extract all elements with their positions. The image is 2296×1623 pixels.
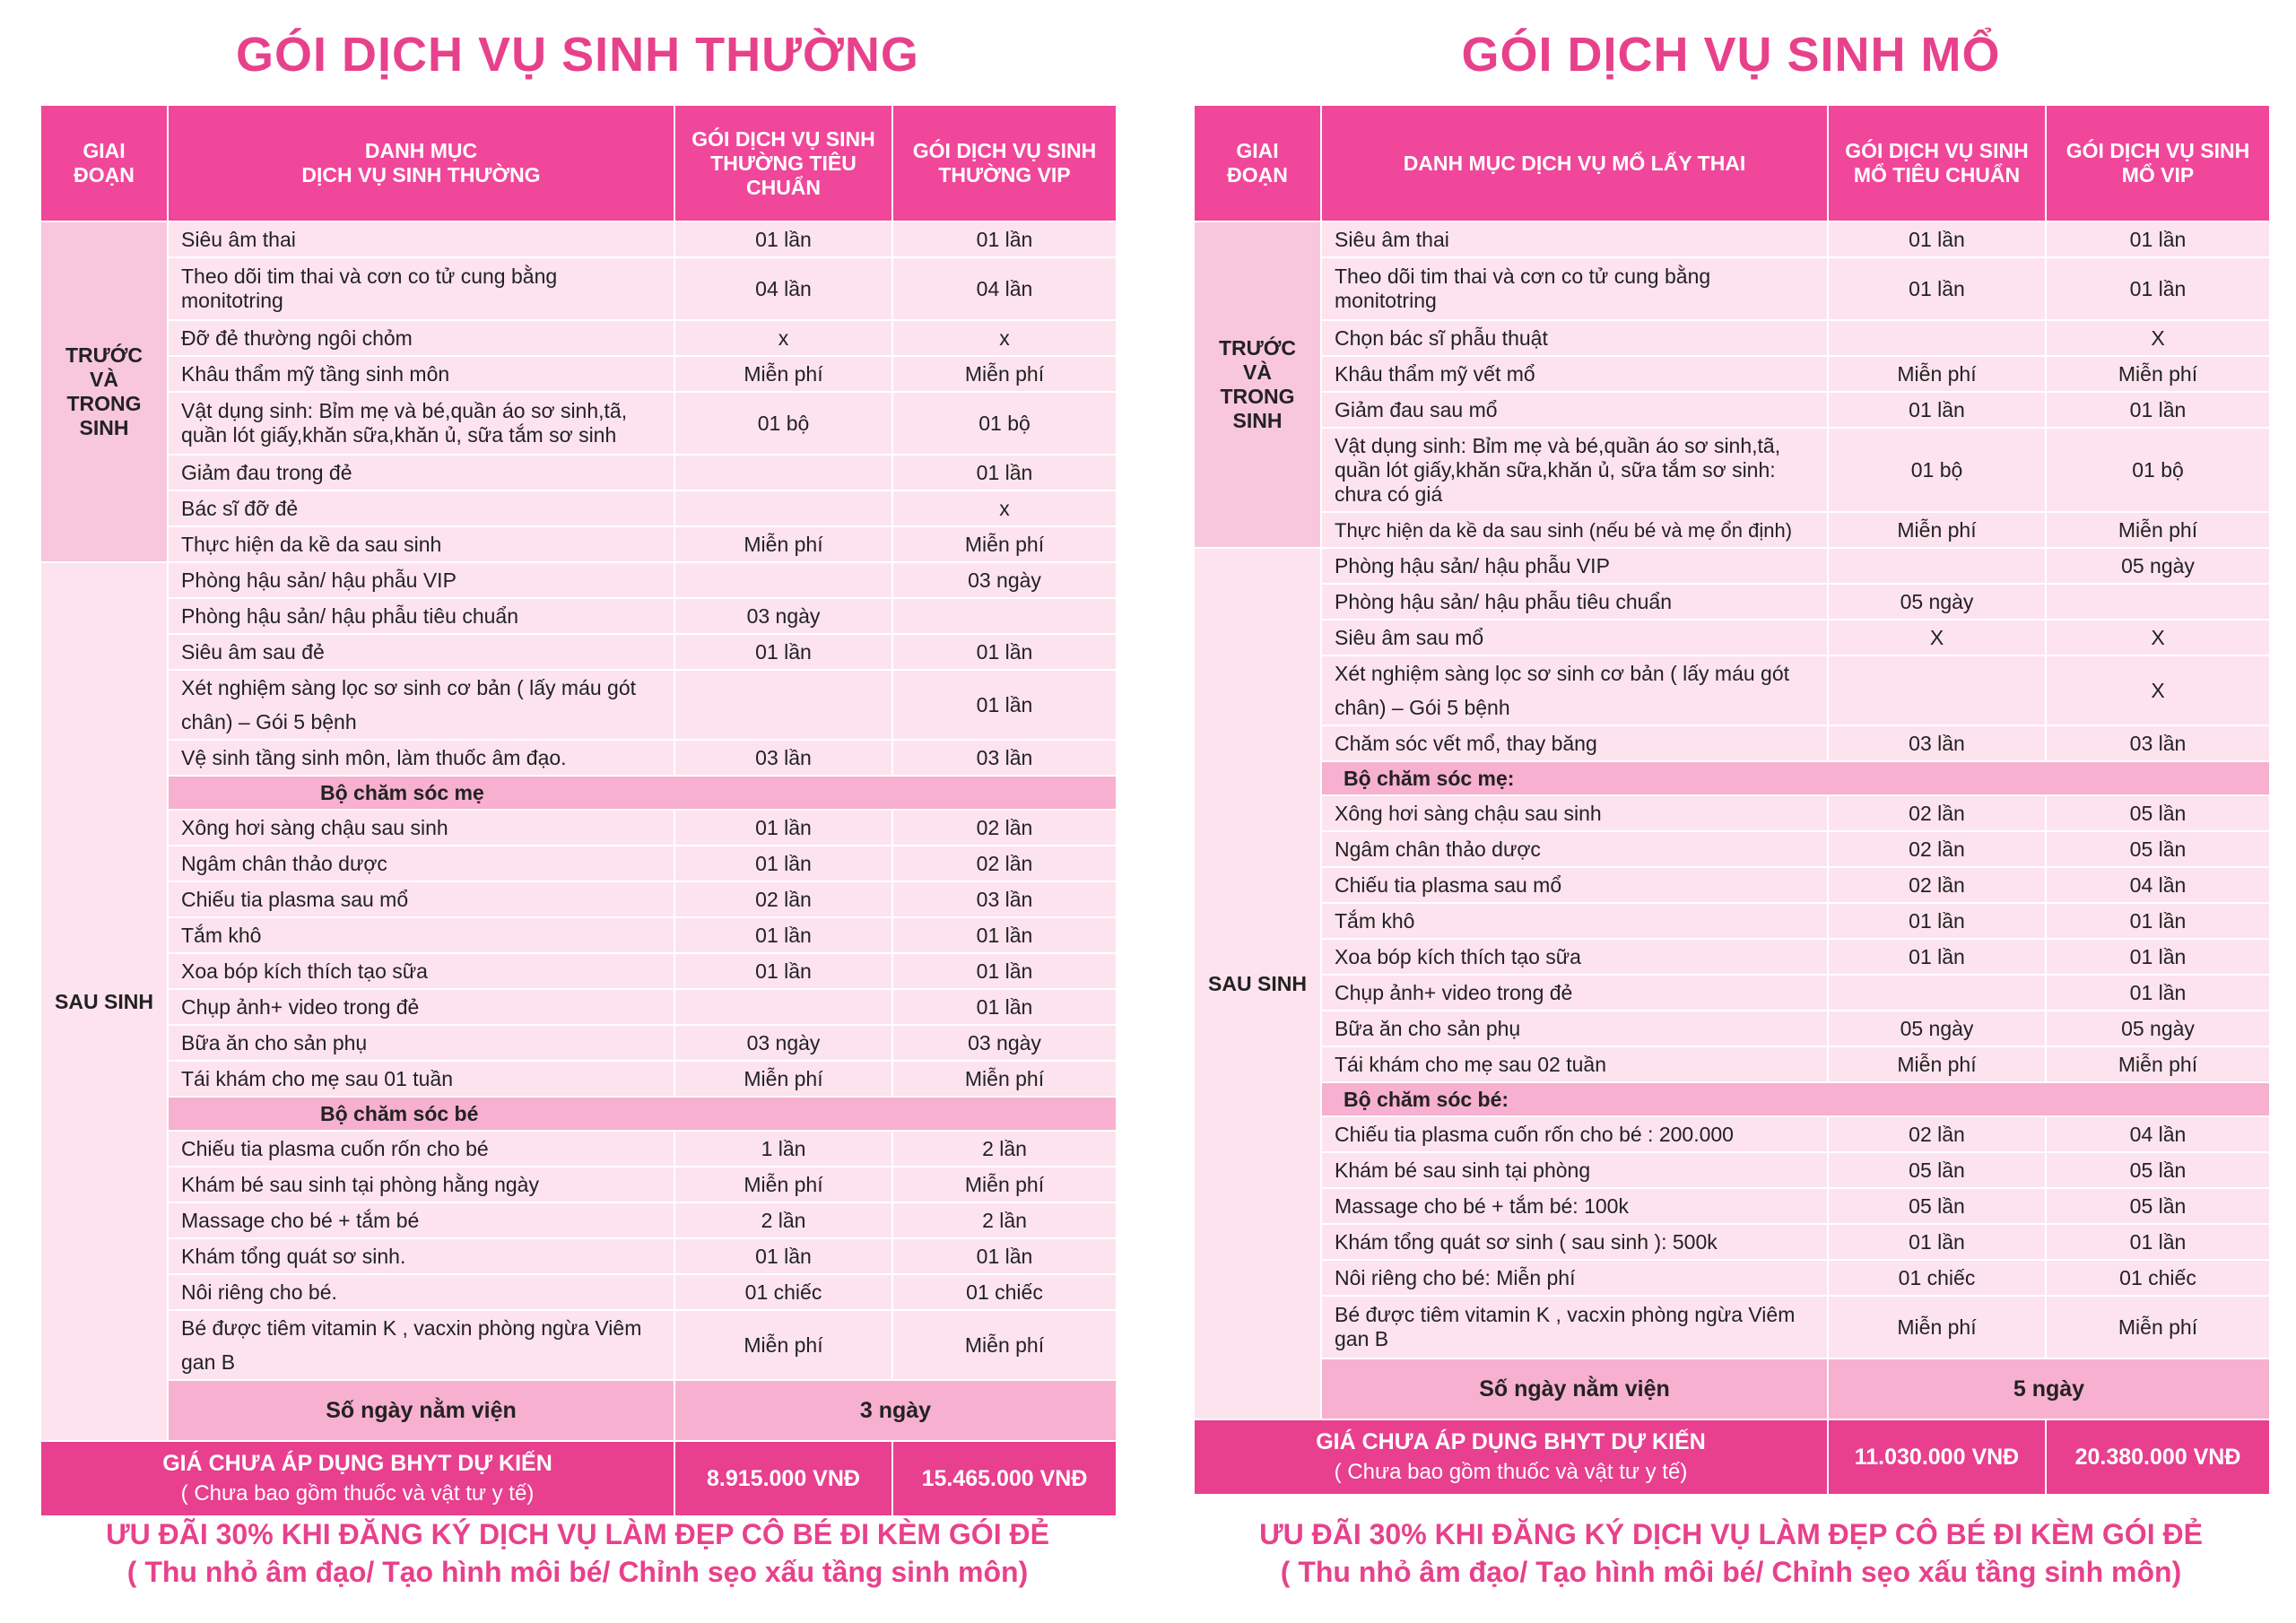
vip-value: 05 lần <box>2046 1188 2270 1224</box>
table-row <box>40 881 1117 917</box>
standard-value: 01 lần <box>1828 903 2046 939</box>
table-row <box>40 257 1117 320</box>
stage-after-birth: SAU SINH <box>40 562 168 1441</box>
subsection-baby <box>40 1097 1117 1131</box>
vip-value: X <box>2046 655 2270 725</box>
price-label-cell <box>40 1441 674 1516</box>
table-header <box>1194 105 2270 221</box>
service-name: Bé được tiêm vitamin K , vacxin phòng ngừa Viêm gan B <box>1321 1296 1828 1358</box>
price-standard: 8.915.000 VNĐ <box>674 1441 892 1516</box>
table-row <box>40 1274 1117 1310</box>
promo-line-2: ( Thu nhỏ âm đạo/ Tạo hình môi bé/ Chỉnh sẹo xấu tầng sinh môn) <box>126 1556 1029 1588</box>
vip-value: 02 lần <box>892 846 1117 881</box>
vip-value: 03 ngày <box>892 562 1117 598</box>
vip-value: 01 lần <box>2046 975 2270 1011</box>
service-name: Ngâm chân thảo dược <box>168 846 674 881</box>
table-row <box>1194 548 2270 584</box>
standard-value: 05 ngày <box>1828 1011 2046 1046</box>
vip-value: 01 chiếc <box>2046 1260 2270 1296</box>
table-row <box>1194 584 2270 620</box>
promo-line-1: ƯU ĐÃI 30% KHI ĐĂNG KÝ DỊCH VỤ LÀM ĐẸP CÔ BÉ ĐI KÈM GÓI ĐẺ <box>1259 1518 2203 1550</box>
promo-note <box>39 1515 1116 1591</box>
stage-before-during: TRƯỚC VÀ TRONG SINH <box>40 221 168 562</box>
table-row <box>40 1167 1117 1202</box>
table-row <box>1194 428 2270 512</box>
standard-value: 01 lần <box>1828 257 2046 320</box>
service-name: Đỡ đẻ thường ngôi chỏm <box>168 320 674 356</box>
table-row <box>1194 975 2270 1011</box>
standard-value: 01 chiếc <box>1828 1260 2046 1296</box>
promo-line-1: ƯU ĐÃI 30% KHI ĐĂNG KÝ DỊCH VỤ LÀM ĐẸP CÔ BÉ ĐI KÈM GÓI ĐẺ <box>106 1518 1049 1550</box>
standard-value: 02 lần <box>1828 867 2046 903</box>
service-name: Bác sĩ đỡ đẻ <box>168 490 674 526</box>
standard-value: 03 lần <box>674 740 892 776</box>
service-name: Chọn bác sĩ phẫu thuật <box>1321 320 1828 356</box>
table-row <box>40 490 1117 526</box>
table-row <box>1194 257 2270 320</box>
table-row <box>1194 867 2270 903</box>
table-row <box>40 989 1117 1025</box>
hospital-days-row <box>1194 1358 2270 1419</box>
service-name: Siêu âm thai <box>168 221 674 257</box>
service-name: Bữa ăn cho sản phụ <box>1321 1011 1828 1046</box>
standard-value: Miễn phí <box>1828 512 2046 548</box>
table-row <box>40 917 1117 953</box>
standard-value: 01 lần <box>1828 221 2046 257</box>
panel-title: GÓI DỊCH VỤ SINH THƯỜNG <box>236 28 919 82</box>
header-category: DANH MỤC DỊCH VỤ SINH THƯỜNG <box>168 105 674 221</box>
table-row <box>40 634 1117 670</box>
hospital-days-row <box>40 1380 1117 1441</box>
standard-value: 04 lần <box>674 257 892 320</box>
standard-value: 03 lần <box>1828 725 2046 761</box>
standard-value: 01 bộ <box>1828 428 2046 512</box>
price-note: ( Chưa bao gồm thuốc và vật tư y tế) <box>180 1481 535 1506</box>
standard-value <box>674 455 892 490</box>
service-name: Xét nghiệm sàng lọc sơ sinh cơ bản ( lấy máu gót chân) – Gói 5 bệnh <box>1321 655 1828 725</box>
service-name: Siêu âm thai <box>1321 221 1828 257</box>
vip-value: Miễn phí <box>2046 356 2270 392</box>
vip-value: Miễn phí <box>2046 1046 2270 1082</box>
service-name: Xông hơi sàng chậu sau sinh <box>168 810 674 846</box>
service-name: Chiếu tia plasma sau mổ <box>1321 867 1828 903</box>
standard-value: Miễn phí <box>674 1061 892 1097</box>
header-vip: GÓI DỊCH VỤ SINH THƯỜNG VIP <box>892 105 1117 221</box>
vip-value: 01 lần <box>892 634 1117 670</box>
subsection-title: Bộ chăm sóc bé <box>320 1101 479 1125</box>
standard-value: 02 lần <box>1828 831 2046 867</box>
table-row <box>1194 1296 2270 1358</box>
vip-value: 05 ngày <box>2046 548 2270 584</box>
vip-value: Miễn phí <box>2046 512 2270 548</box>
standard-value <box>1828 975 2046 1011</box>
price-row <box>40 1441 1117 1516</box>
table-row <box>1194 392 2270 428</box>
vip-value: 01 lần <box>892 953 1117 989</box>
service-name: Thực hiện da kề da sau sinh <box>168 526 674 562</box>
vip-value: 01 lần <box>892 221 1117 257</box>
price-row <box>1194 1419 2270 1495</box>
table-row <box>40 1131 1117 1167</box>
standard-value: 01 lần <box>1828 939 2046 975</box>
standard-value: 01 lần <box>674 634 892 670</box>
table-row <box>40 670 1117 740</box>
stage-after-birth: SAU SINH <box>1194 548 1321 1419</box>
service-name: Vệ sinh tầng sinh môn, làm thuốc âm đạo. <box>168 740 674 776</box>
vip-value: 05 lần <box>2046 795 2270 831</box>
service-name: Chiếu tia plasma cuốn rốn cho bé : 200.000 <box>1321 1116 1828 1152</box>
service-name: Giảm đau trong đẻ <box>168 455 674 490</box>
service-name: Bé được tiêm vitamin K , vacxin phòng ngừa Viêm gan B <box>168 1310 674 1380</box>
subsection-title: Bộ chăm sóc bé: <box>1344 1087 1509 1111</box>
table-row <box>1194 1046 2270 1082</box>
table-row <box>1194 903 2270 939</box>
table-row <box>40 1310 1117 1380</box>
table-row <box>1194 831 2270 867</box>
table-row <box>1194 725 2270 761</box>
table-row <box>1194 1188 2270 1224</box>
table-row <box>1194 1116 2270 1152</box>
vip-value: 05 ngày <box>2046 1011 2270 1046</box>
price-label: GIÁ CHƯA ÁP DỤNG BHYT DỰ KIẾN <box>162 1451 552 1476</box>
table-row <box>1194 939 2270 975</box>
standard-value <box>674 562 892 598</box>
service-name: Khám bé sau sinh tại phòng <box>1321 1152 1828 1188</box>
service-name: Phòng hậu sản/ hậu phẫu tiêu chuẩn <box>168 598 674 634</box>
standard-value: 05 lần <box>1828 1152 2046 1188</box>
standard-value: 05 lần <box>1828 1188 2046 1224</box>
service-name: Xông hơi sàng chậu sau sinh <box>1321 795 1828 831</box>
header-category: DANH MỤC DỊCH VỤ MỔ LẤY THAI <box>1321 105 1828 221</box>
service-name: Chụp ảnh+ video trong đẻ <box>1321 975 1828 1011</box>
table-row <box>40 953 1117 989</box>
table-row <box>1194 320 2270 356</box>
vip-value: 01 lần <box>2046 221 2270 257</box>
promo-note <box>1193 1515 2269 1591</box>
c-section-panel <box>1193 0 2269 1623</box>
vip-value: 01 bộ <box>892 392 1117 455</box>
service-name: Khám bé sau sinh tại phòng hằng ngày <box>168 1167 674 1202</box>
standard-value: Miễn phí <box>674 356 892 392</box>
vip-value: 01 lần <box>2046 939 2270 975</box>
vip-value: 2 lần <box>892 1131 1117 1167</box>
vip-value: Miễn phí <box>892 526 1117 562</box>
service-name: Massage cho bé + tắm bé <box>168 1202 674 1238</box>
vip-value: Miễn phí <box>892 1167 1117 1202</box>
vip-value: 01 lần <box>892 989 1117 1025</box>
service-name: Tắm khô <box>1321 903 1828 939</box>
vip-value: 01 lần <box>892 1238 1117 1274</box>
table-row <box>40 455 1117 490</box>
vip-value: 04 lần <box>2046 867 2270 903</box>
service-name: Xoa bóp kích thích tạo sữa <box>1321 939 1828 975</box>
service-name: Chiếu tia plasma sau mổ <box>168 881 674 917</box>
table-row <box>1194 221 2270 257</box>
subsection-title: Bộ chăm sóc mẹ: <box>1344 766 1515 790</box>
price-label-cell <box>1194 1419 1828 1495</box>
standard-value: 01 lần <box>674 1238 892 1274</box>
service-name: Khâu thẩm mỹ tầng sinh môn <box>168 356 674 392</box>
vip-value: 01 lần <box>892 455 1117 490</box>
standard-value: Miễn phí <box>674 526 892 562</box>
table-row <box>40 392 1117 455</box>
standard-value: 01 bộ <box>674 392 892 455</box>
standard-value: 01 lần <box>674 221 892 257</box>
vip-value: 01 lần <box>2046 1224 2270 1260</box>
vip-value: 03 lần <box>892 740 1117 776</box>
table-row <box>40 320 1117 356</box>
table-row <box>40 1202 1117 1238</box>
vip-value: X <box>2046 320 2270 356</box>
table-row <box>40 740 1117 776</box>
hospital-days-value: 5 ngày <box>1828 1358 2270 1419</box>
service-name: Chụp ảnh+ video trong đẻ <box>168 989 674 1025</box>
standard-value: X <box>1828 620 2046 655</box>
table-row <box>40 1238 1117 1274</box>
standard-value: 03 ngày <box>674 1025 892 1061</box>
standard-value: 01 lần <box>674 953 892 989</box>
vip-value: x <box>892 490 1117 526</box>
standard-value: 01 lần <box>1828 392 2046 428</box>
price-vip: 20.380.000 VNĐ <box>2046 1419 2270 1495</box>
table-row <box>1194 1260 2270 1296</box>
table-row <box>40 526 1117 562</box>
vip-value: 01 lần <box>2046 392 2270 428</box>
service-name: Xoa bóp kích thích tạo sữa <box>168 953 674 989</box>
standard-value: Miễn phí <box>674 1167 892 1202</box>
subsection-baby <box>1194 1082 2270 1116</box>
service-name: Theo dõi tim thai và cơn co tử cung bằng monitotring <box>1321 257 1828 320</box>
hospital-days-value: 3 ngày <box>674 1380 1117 1441</box>
standard-value: 02 lần <box>1828 795 2046 831</box>
vip-value: 04 lần <box>2046 1116 2270 1152</box>
price-standard: 11.030.000 VNĐ <box>1828 1419 2046 1495</box>
vip-value: 02 lần <box>892 810 1117 846</box>
standard-value: 01 lần <box>1828 1224 2046 1260</box>
table-row <box>1194 1224 2270 1260</box>
vip-value: 03 ngày <box>892 1025 1117 1061</box>
table-row <box>1194 1011 2270 1046</box>
standard-value: 01 lần <box>674 846 892 881</box>
standard-value: Miễn phí <box>1828 1296 2046 1358</box>
table-row <box>40 598 1117 634</box>
vip-value <box>892 598 1117 634</box>
standard-value: Miễn phí <box>1828 356 2046 392</box>
subsection-mom <box>1194 761 2270 795</box>
table-row <box>1194 795 2270 831</box>
service-name: Tắm khô <box>168 917 674 953</box>
standard-value: 02 lần <box>674 881 892 917</box>
price-vip: 15.465.000 VNĐ <box>892 1441 1117 1516</box>
service-name: Bữa ăn cho sản phụ <box>168 1025 674 1061</box>
service-name: Vật dụng sinh: Bỉm mẹ và bé,quần áo sơ sinh,tã, quần lót giấy,khăn sữa,khăn ủ, sữa tắm sơ sinh: chưa có giá <box>1321 428 1828 512</box>
vip-value: X <box>2046 620 2270 655</box>
service-table <box>39 104 1118 1517</box>
table-row <box>40 810 1117 846</box>
standard-value <box>1828 655 2046 725</box>
service-name: Phòng hậu sản/ hậu phẫu VIP <box>1321 548 1828 584</box>
vip-value: Miễn phí <box>892 1310 1117 1380</box>
price-label: GIÁ CHƯA ÁP DỤNG BHYT DỰ KIẾN <box>1316 1429 1706 1454</box>
stage-before-during: TRƯỚC VÀ TRONG SINH <box>1194 221 1321 548</box>
service-name: Khám tổng quát sơ sinh ( sau sinh ): 500k <box>1321 1224 1828 1260</box>
service-name: Ngâm chân thảo dược <box>1321 831 1828 867</box>
service-name: Giảm đau sau mổ <box>1321 392 1828 428</box>
standard-value: 01 lần <box>674 810 892 846</box>
standard-value <box>1828 548 2046 584</box>
service-name: Chiếu tia plasma cuốn rốn cho bé <box>168 1131 674 1167</box>
panel-title: GÓI DỊCH VỤ SINH MỔ <box>1461 28 2001 82</box>
standard-value: x <box>674 320 892 356</box>
vip-value: 05 lần <box>2046 1152 2270 1188</box>
service-name: Khám tổng quát sơ sinh. <box>168 1238 674 1274</box>
service-name: Thực hiện da kề da sau sinh (nếu bé và mẹ ổn định) <box>1321 512 1828 548</box>
vip-value: Miễn phí <box>892 356 1117 392</box>
vip-value: 2 lần <box>892 1202 1117 1238</box>
service-table <box>1193 104 2271 1496</box>
standard-value: Miễn phí <box>674 1310 892 1380</box>
standard-value <box>674 670 892 740</box>
price-note: ( Chưa bao gồm thuốc và vật tư y tế) <box>1334 1460 1688 1484</box>
vip-value: 04 lần <box>892 257 1117 320</box>
header-stage: GIAI ĐOẠN <box>1194 105 1321 221</box>
service-name: Tái khám cho mẹ sau 01 tuần <box>168 1061 674 1097</box>
standard-value <box>674 989 892 1025</box>
service-name: Chăm sóc vết mổ, thay băng <box>1321 725 1828 761</box>
table-row <box>40 356 1117 392</box>
service-name: Phòng hậu sản/ hậu phẫu VIP <box>168 562 674 598</box>
service-name: Tái khám cho mẹ sau 02 tuần <box>1321 1046 1828 1082</box>
vip-value: 05 lần <box>2046 831 2270 867</box>
service-name: Phòng hậu sản/ hậu phẫu tiêu chuẩn <box>1321 584 1828 620</box>
service-name: Massage cho bé + tắm bé: 100k <box>1321 1188 1828 1224</box>
table-row <box>1194 356 2270 392</box>
promo-line-2: ( Thu nhỏ âm đạo/ Tạo hình môi bé/ Chỉnh sẹo xấu tầng sinh môn) <box>1280 1556 2182 1588</box>
table-row <box>1194 512 2270 548</box>
hospital-days-label: Số ngày nằm viện <box>168 1380 674 1441</box>
header-standard: GÓI DỊCH VỤ SINH THƯỜNG TIÊU CHUẨN <box>674 105 892 221</box>
vip-value: 01 chiếc <box>892 1274 1117 1310</box>
header-standard: GÓI DỊCH VỤ SINH MỔ TIÊU CHUẨN <box>1828 105 2046 221</box>
standard-value: 02 lần <box>1828 1116 2046 1152</box>
standard-value <box>1828 320 2046 356</box>
service-name: Siêu âm sau mổ <box>1321 620 1828 655</box>
service-name: Nôi riêng cho bé. <box>168 1274 674 1310</box>
vip-value: 01 lần <box>892 917 1117 953</box>
vip-value: Miễn phí <box>892 1061 1117 1097</box>
standard-value: 1 lần <box>674 1131 892 1167</box>
standard-value: 01 lần <box>674 917 892 953</box>
vip-value: 01 bộ <box>2046 428 2270 512</box>
table-row <box>40 846 1117 881</box>
table-header <box>40 105 1117 221</box>
table-row <box>1194 1152 2270 1188</box>
header-stage: GIAI ĐOẠN <box>40 105 168 221</box>
header-vip: GÓI DỊCH VỤ SINH MỔ VIP <box>2046 105 2270 221</box>
vip-value: x <box>892 320 1117 356</box>
service-name: Siêu âm sau đẻ <box>168 634 674 670</box>
table-row <box>1194 620 2270 655</box>
vip-value: 01 lần <box>892 670 1117 740</box>
vip-value: 03 lần <box>892 881 1117 917</box>
vip-value: Miễn phí <box>2046 1296 2270 1358</box>
table-row <box>40 1025 1117 1061</box>
service-name: Khâu thẩm mỹ vết mổ <box>1321 356 1828 392</box>
subsection-mom <box>40 776 1117 810</box>
table-row <box>1194 655 2270 725</box>
vip-value <box>2046 584 2270 620</box>
standard-value: Miễn phí <box>1828 1046 2046 1082</box>
standard-value <box>674 490 892 526</box>
standard-value: 03 ngày <box>674 598 892 634</box>
standard-value: 05 ngày <box>1828 584 2046 620</box>
service-name: Theo dõi tim thai và cơn co tử cung bằng monitotring <box>168 257 674 320</box>
subsection-title: Bộ chăm sóc mẹ <box>320 780 484 804</box>
hospital-days-label: Số ngày nằm viện <box>1321 1358 1828 1419</box>
vip-value: 01 lần <box>2046 257 2270 320</box>
table-row <box>40 562 1117 598</box>
service-name: Xét nghiệm sàng lọc sơ sinh cơ bản ( lấy máu gót chân) – Gói 5 bệnh <box>168 670 674 740</box>
vip-value: 03 lần <box>2046 725 2270 761</box>
standard-value: 01 chiếc <box>674 1274 892 1310</box>
table-row <box>40 1061 1117 1097</box>
service-name: Vật dụng sinh: Bỉm mẹ và bé,quần áo sơ sinh,tã, quần lót giấy,khăn sữa,khăn ủ, sữa tắm sơ sinh <box>168 392 674 455</box>
normal-birth-panel <box>39 0 1116 1623</box>
standard-value: 2 lần <box>674 1202 892 1238</box>
table-row <box>40 221 1117 257</box>
service-name: Nôi riêng cho bé: Miễn phí <box>1321 1260 1828 1296</box>
vip-value: 01 lần <box>2046 903 2270 939</box>
